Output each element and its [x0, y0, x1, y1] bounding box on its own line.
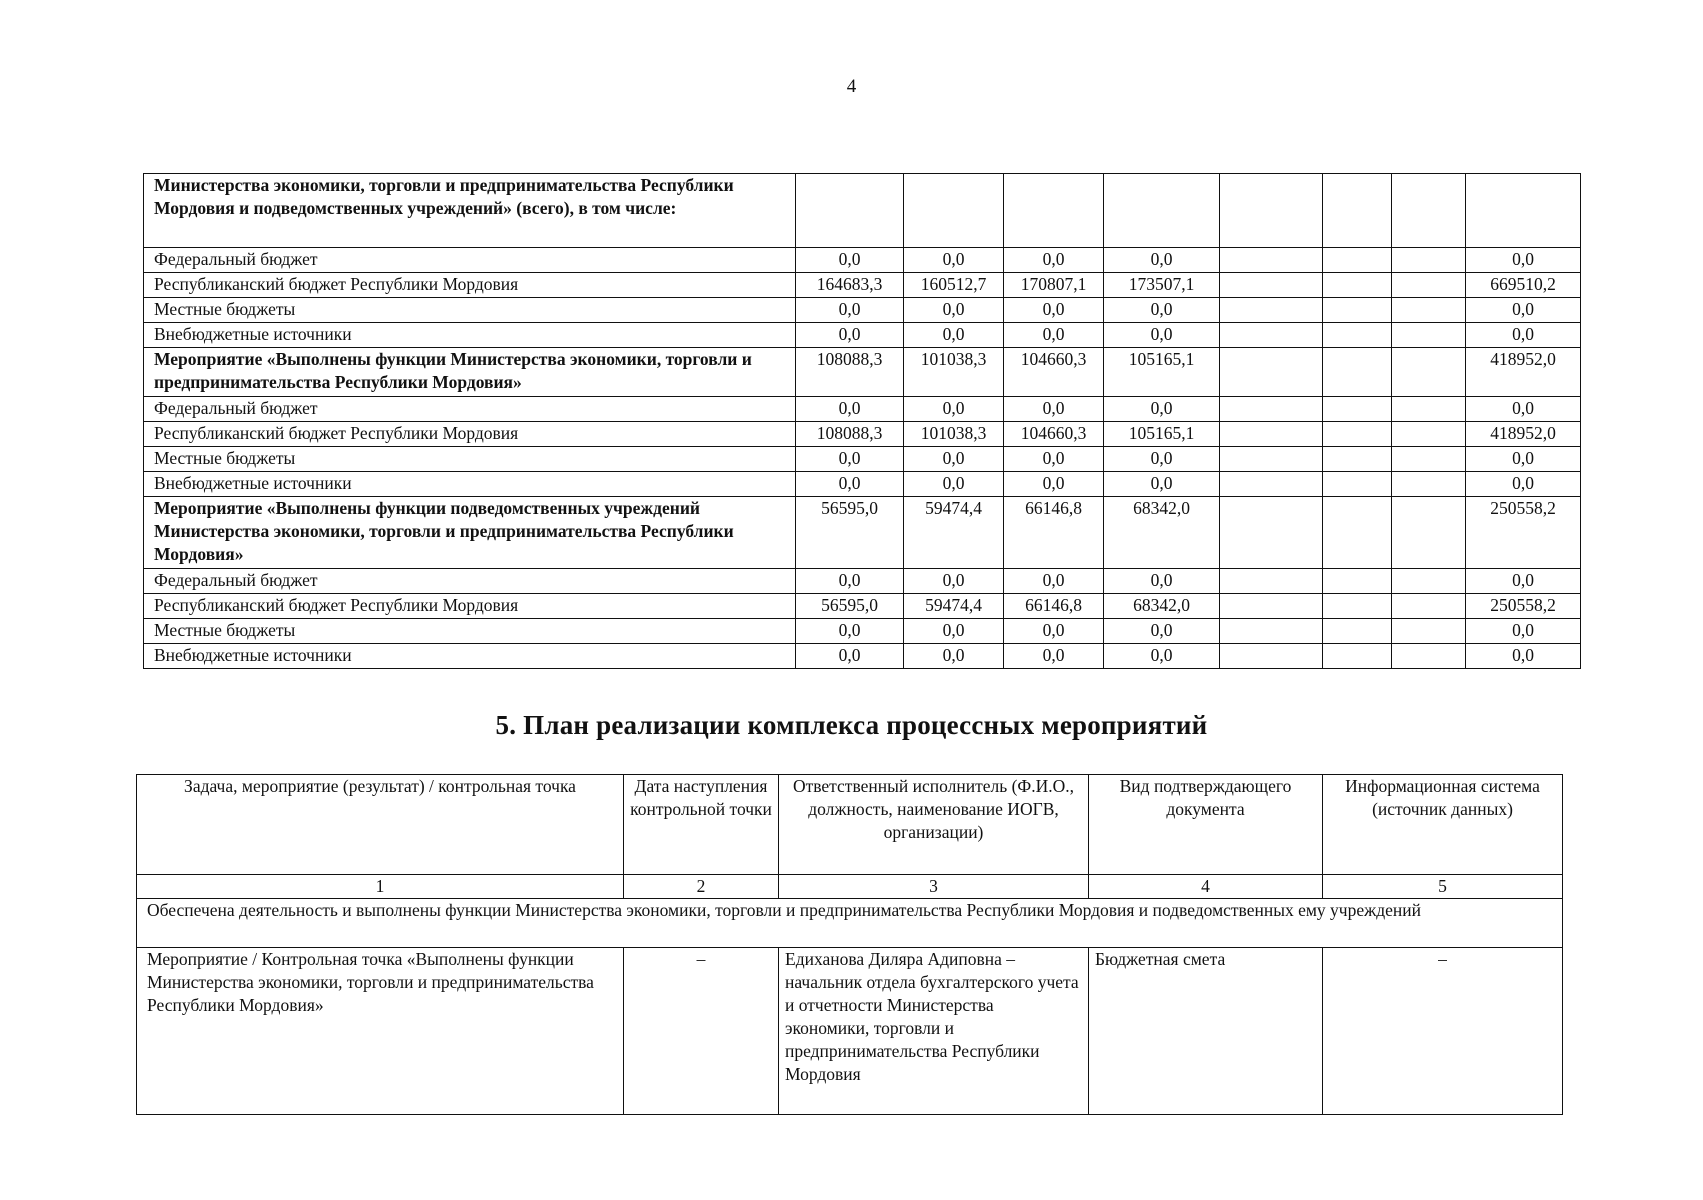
budget-cell: 0,0 [1004, 248, 1104, 273]
budget-cell: 170807,1 [1004, 273, 1104, 298]
budget-cell: 56595,0 [796, 594, 904, 619]
budget-row-label: Мероприятие «Выполнены функции подведомственных учреждений Министерства экономики, торговли и предпринимательства Республики Мордовия» [144, 497, 796, 569]
budget-row-label: Федеральный бюджет [144, 248, 796, 273]
budget-cell: 0,0 [796, 397, 904, 422]
budget-cell [1104, 174, 1220, 248]
budget-cell: 160512,7 [904, 273, 1004, 298]
budget-cell [1220, 447, 1323, 472]
budget-cell [1392, 298, 1466, 323]
plan-row-responsible: Едиханова Диляра Адиповна – начальник отдела бухгалтерского учета и отчетности Министерства экономики, торговли и предпринимательства Республики Мордовия [779, 948, 1089, 1115]
header-task: Задача, мероприятие (результат) / контрольная точка [137, 775, 624, 875]
budget-cell [1392, 447, 1466, 472]
budget-cell [1392, 472, 1466, 497]
budget-row-label: Республиканский бюджет Республики Мордовия [144, 422, 796, 447]
budget-row-label: Внебюджетные источники [144, 472, 796, 497]
budget-cell: 0,0 [796, 298, 904, 323]
budget-row-label: Федеральный бюджет [144, 569, 796, 594]
budget-cell: 250558,2 [1466, 594, 1581, 619]
budget-cell: 101038,3 [904, 422, 1004, 447]
budget-cell [1392, 174, 1466, 248]
budget-cell [1392, 644, 1466, 669]
budget-row [144, 472, 1581, 497]
budget-cell: 0,0 [1104, 472, 1220, 497]
budget-cell: 0,0 [1104, 619, 1220, 644]
budget-cell: 0,0 [1104, 248, 1220, 273]
budget-cell: 0,0 [904, 447, 1004, 472]
header-system: Информационная система (источник данных) [1323, 775, 1563, 875]
budget-cell: 418952,0 [1466, 348, 1581, 397]
budget-cell: 68342,0 [1104, 594, 1220, 619]
budget-cell [1392, 497, 1466, 569]
budget-cell: 418952,0 [1466, 422, 1581, 447]
budget-cell: 0,0 [1104, 569, 1220, 594]
budget-cell: 0,0 [1466, 447, 1581, 472]
budget-cell: 0,0 [904, 619, 1004, 644]
budget-row [144, 422, 1581, 447]
budget-cell [1220, 273, 1323, 298]
budget-cell [1392, 594, 1466, 619]
budget-row [144, 569, 1581, 594]
budget-cell: 0,0 [1466, 323, 1581, 348]
budget-cell [1392, 397, 1466, 422]
budget-row-label: Местные бюджеты [144, 298, 796, 323]
budget-cell: 66146,8 [1004, 497, 1104, 569]
budget-row [144, 594, 1581, 619]
budget-row [144, 174, 1581, 248]
budget-cell: 0,0 [796, 472, 904, 497]
budget-cell: 0,0 [796, 619, 904, 644]
budget-cell: 105165,1 [1104, 422, 1220, 447]
index-2: 2 [624, 875, 779, 899]
plan-row-date: – [624, 948, 779, 1115]
budget-cell [1323, 273, 1392, 298]
budget-cell: 0,0 [1466, 248, 1581, 273]
budget-cell [1392, 619, 1466, 644]
budget-row-label: Внебюджетные источники [144, 323, 796, 348]
budget-cell: 0,0 [1004, 619, 1104, 644]
plan-row-task: Мероприятие / Контрольная точка «Выполнены функции Министерства экономики, торговли и предпринимательства Республики Мордовия» [137, 948, 624, 1115]
budget-cell: 164683,3 [796, 273, 904, 298]
budget-cell: 0,0 [1466, 569, 1581, 594]
budget-cell: 101038,3 [904, 348, 1004, 397]
budget-cell [1220, 348, 1323, 397]
index-1: 1 [137, 875, 624, 899]
budget-cell: 0,0 [1004, 298, 1104, 323]
budget-cell [1220, 397, 1323, 422]
budget-cell: 0,0 [1004, 569, 1104, 594]
budget-cell: 0,0 [904, 472, 1004, 497]
budget-cell [1220, 619, 1323, 644]
budget-row [144, 619, 1581, 644]
plan-index-row [137, 875, 1563, 899]
budget-cell: 0,0 [904, 298, 1004, 323]
budget-row [144, 397, 1581, 422]
budget-cell [1323, 619, 1392, 644]
budget-cell: 108088,3 [796, 348, 904, 397]
plan-task-row [137, 899, 1563, 948]
budget-cell [1323, 323, 1392, 348]
budget-cell: 0,0 [904, 569, 1004, 594]
budget-cell: 0,0 [1104, 298, 1220, 323]
budget-cell [1323, 174, 1392, 248]
budget-cell: 105165,1 [1104, 348, 1220, 397]
budget-row-label: Республиканский бюджет Республики Мордовия [144, 594, 796, 619]
index-4: 4 [1089, 875, 1323, 899]
budget-cell [1392, 569, 1466, 594]
budget-cell: 0,0 [796, 644, 904, 669]
budget-row-label: Внебюджетные источники [144, 644, 796, 669]
budget-cell: 0,0 [796, 323, 904, 348]
budget-cell: 0,0 [1104, 644, 1220, 669]
budget-cell: 0,0 [796, 447, 904, 472]
budget-cell: 59474,4 [904, 594, 1004, 619]
plan-header-row [137, 775, 1563, 875]
budget-cell [1220, 594, 1323, 619]
budget-row [144, 447, 1581, 472]
budget-cell: 0,0 [796, 569, 904, 594]
budget-cell [1392, 348, 1466, 397]
budget-cell: 0,0 [904, 323, 1004, 348]
budget-cell [1323, 248, 1392, 273]
budget-cell: 250558,2 [1466, 497, 1581, 569]
budget-cell: 59474,4 [904, 497, 1004, 569]
budget-cell [904, 174, 1004, 248]
budget-cell [796, 174, 904, 248]
budget-cell [1323, 594, 1392, 619]
budget-row-label: Министерства экономики, торговли и предпринимательства Республики Мордовия и подведомственных учреждений» (всего), в том числе: [144, 174, 796, 248]
budget-cell: 0,0 [1004, 397, 1104, 422]
budget-cell [1466, 174, 1581, 248]
budget-cell [1220, 174, 1323, 248]
budget-cell: 0,0 [1104, 397, 1220, 422]
plan-row-system: – [1323, 948, 1563, 1115]
budget-cell: 0,0 [1466, 472, 1581, 497]
budget-cell [1392, 248, 1466, 273]
header-responsible: Ответственный исполнитель (Ф.И.О., должность, наименование ИОГВ, организации) [779, 775, 1089, 875]
budget-cell [1323, 422, 1392, 447]
budget-cell [1220, 298, 1323, 323]
budget-cell: 0,0 [1104, 323, 1220, 348]
budget-cell [1392, 273, 1466, 298]
budget-table [143, 173, 1581, 669]
budget-cell [1220, 323, 1323, 348]
budget-cell [1392, 323, 1466, 348]
budget-cell: 108088,3 [796, 422, 904, 447]
budget-row [144, 644, 1581, 669]
index-3: 3 [779, 875, 1089, 899]
budget-row-label: Республиканский бюджет Республики Мордовия [144, 273, 796, 298]
budget-cell [1004, 174, 1104, 248]
plan-row-document: Бюджетная смета [1089, 948, 1323, 1115]
budget-cell: 0,0 [1466, 298, 1581, 323]
budget-cell: 0,0 [1466, 644, 1581, 669]
budget-cell [1220, 248, 1323, 273]
budget-cell [1323, 472, 1392, 497]
budget-cell [1323, 497, 1392, 569]
budget-row-label: Мероприятие «Выполнены функции Министерства экономики, торговли и предпринимательства Республики Мордовия» [144, 348, 796, 397]
budget-cell: 66146,8 [1004, 594, 1104, 619]
plan-row [137, 948, 1563, 1115]
budget-cell: 0,0 [796, 248, 904, 273]
budget-cell: 104660,3 [1004, 422, 1104, 447]
budget-cell: 0,0 [1004, 447, 1104, 472]
budget-row [144, 323, 1581, 348]
budget-table-body [144, 174, 1581, 669]
budget-cell [1220, 497, 1323, 569]
budget-row [144, 248, 1581, 273]
budget-cell: 104660,3 [1004, 348, 1104, 397]
budget-cell [1323, 569, 1392, 594]
budget-cell [1323, 447, 1392, 472]
budget-cell [1220, 569, 1323, 594]
budget-cell [1220, 472, 1323, 497]
budget-cell: 669510,2 [1466, 273, 1581, 298]
budget-row [144, 497, 1581, 569]
budget-cell [1392, 422, 1466, 447]
budget-row [144, 273, 1581, 298]
budget-cell [1220, 644, 1323, 669]
budget-cell: 0,0 [1466, 619, 1581, 644]
budget-cell: 0,0 [1466, 397, 1581, 422]
budget-cell: 0,0 [904, 397, 1004, 422]
page-number: 4 [846, 76, 857, 97]
budget-cell: 173507,1 [1104, 273, 1220, 298]
budget-cell: 68342,0 [1104, 497, 1220, 569]
budget-cell [1323, 397, 1392, 422]
header-date: Дата наступления контрольной точки [624, 775, 779, 875]
budget-row-label: Местные бюджеты [144, 447, 796, 472]
budget-cell [1323, 298, 1392, 323]
budget-cell [1323, 348, 1392, 397]
header-document: Вид подтверждающего документа [1089, 775, 1323, 875]
budget-cell: 0,0 [1004, 323, 1104, 348]
task-description: Обеспечена деятельность и выполнены функции Министерства экономики, торговли и предпринимательства Республики Мордовия и подведомственных ему учреждений [137, 899, 1563, 948]
budget-cell: 0,0 [904, 248, 1004, 273]
budget-cell: 0,0 [904, 644, 1004, 669]
budget-row-label: Федеральный бюджет [144, 397, 796, 422]
index-5: 5 [1323, 875, 1563, 899]
budget-row [144, 348, 1581, 397]
budget-row [144, 298, 1581, 323]
budget-cell [1323, 644, 1392, 669]
budget-cell: 56595,0 [796, 497, 904, 569]
budget-cell: 0,0 [1004, 644, 1104, 669]
budget-cell: 0,0 [1004, 472, 1104, 497]
budget-row-label: Местные бюджеты [144, 619, 796, 644]
section-title: 5. План реализации комплекса процессных мероприятий [495, 710, 1208, 740]
plan-table [136, 774, 1563, 1115]
budget-cell [1220, 422, 1323, 447]
budget-cell: 0,0 [1104, 447, 1220, 472]
